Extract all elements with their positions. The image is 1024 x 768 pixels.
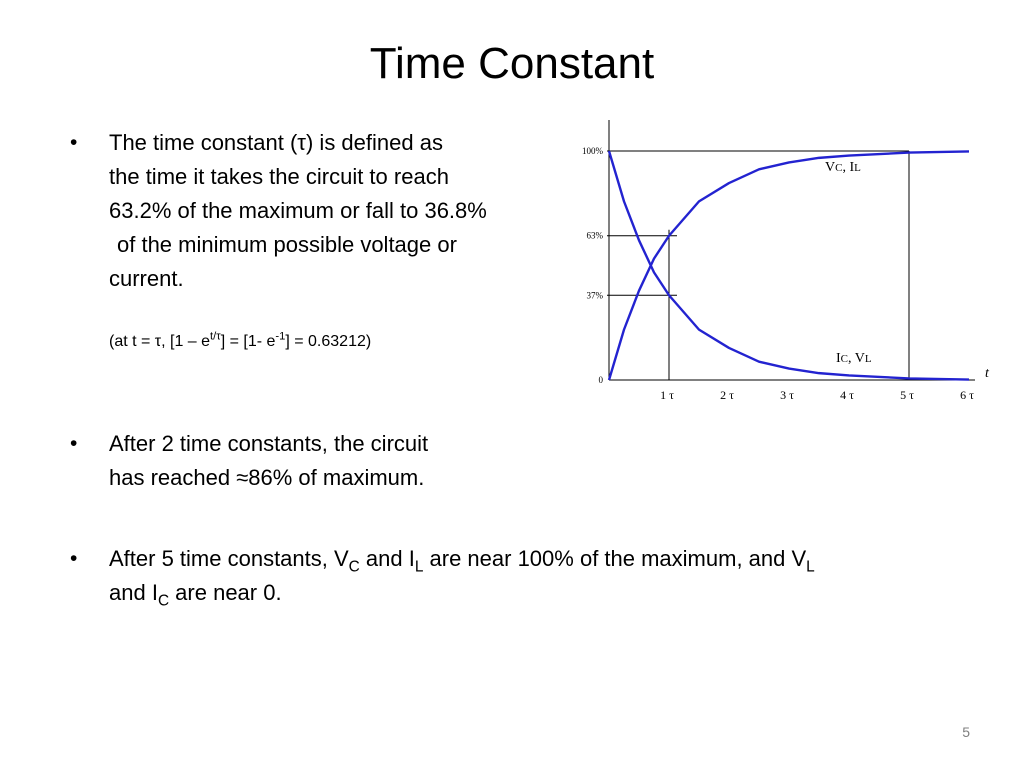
subscript: C [348, 558, 360, 576]
bullet-3-line [109, 542, 959, 576]
text-run: and I [359, 546, 415, 571]
x-axis-label: t [985, 366, 989, 381]
series-label: IC, VL [836, 351, 872, 366]
bullet-3-text [109, 542, 959, 610]
series-label: VC, IL [825, 160, 861, 175]
y-tick-label: 100% [582, 146, 603, 156]
bullet-1-line: the time it takes the circuit to reach [109, 164, 449, 189]
x-tick-label: 4 τ [840, 388, 854, 402]
formula-part: ] = 0.63212) [285, 333, 372, 350]
x-tick-label: 6 τ [960, 388, 974, 402]
bullet-2-line: After 2 time constants, the circuit [109, 431, 429, 456]
bullet-marker: • [70, 432, 78, 455]
bullet-1-line: current. [109, 266, 184, 291]
subscript: L [806, 558, 815, 576]
formula-superscript: t/τ [210, 330, 221, 343]
x-tick-label: 1 τ [660, 388, 674, 402]
y-tick-label: 0 [598, 375, 603, 385]
y-tick-label: 63% [586, 230, 603, 241]
bullet-marker: • [70, 131, 78, 154]
formula-superscript: -1 [275, 330, 286, 343]
bullet-3-line [109, 576, 959, 610]
bullet-1-text [109, 126, 569, 296]
tau-formula [109, 330, 371, 354]
bullet-2-text [109, 427, 529, 495]
bullet-1-line: of the minimum possible voltage or [117, 232, 457, 257]
x-tick-label: 5 τ [900, 388, 914, 402]
formula-part: (at t = τ, [1 – e [109, 333, 211, 350]
text-run: After 5 time constants, V [109, 546, 349, 571]
bullet-2-line: has reached ≈86% of maximum. [109, 465, 425, 490]
text-run: are near 0. [169, 580, 282, 605]
subscript: C [157, 592, 170, 610]
slide-title: Time Constant [369, 39, 655, 88]
text-run: and I [109, 580, 158, 605]
y-tick-label: 37% [586, 290, 603, 301]
text-run: are near 100% of the maximum, and V [423, 546, 807, 571]
bullet-marker: • [70, 547, 78, 570]
x-tick-label: 3 τ [780, 388, 794, 402]
page-number: 5 [962, 724, 970, 740]
bullet-1-line: 63.2% of the maximum or fall to 36.8% [109, 198, 487, 223]
subscript: L [414, 558, 424, 576]
bullet-1-line: The time constant (τ) is defined as [109, 130, 443, 155]
time-constant-chart [560, 118, 990, 418]
series-curve [609, 151, 969, 380]
series-curve [609, 151, 969, 380]
formula-part: ] = [1- e [220, 333, 276, 350]
x-tick-label: 2 τ [720, 388, 734, 402]
